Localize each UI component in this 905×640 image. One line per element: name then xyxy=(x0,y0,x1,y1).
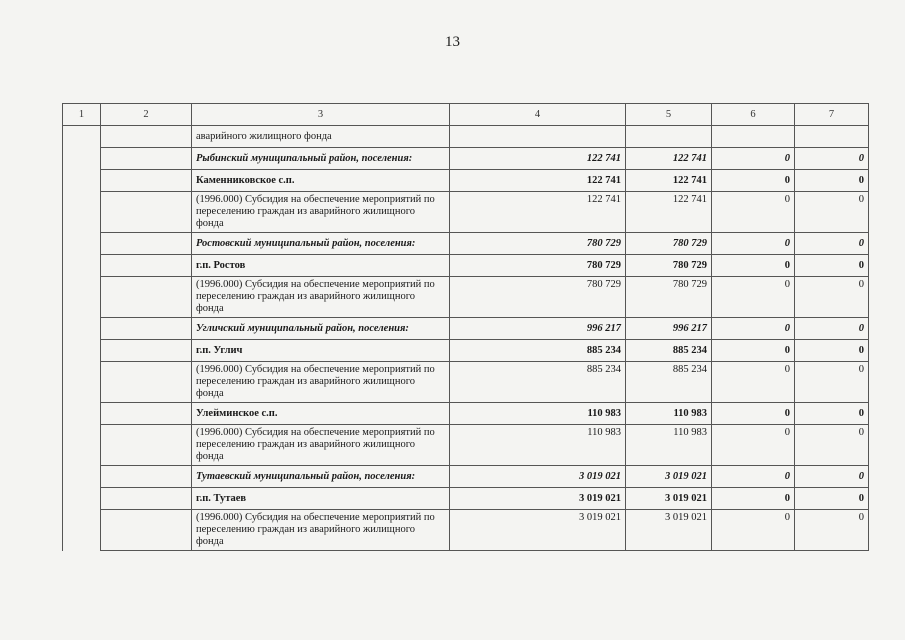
row-name: Ростовский муниципальный район, поселения: xyxy=(192,233,450,255)
table-row xyxy=(63,277,869,318)
row-cell-4: 3 019 021 xyxy=(450,466,626,488)
table-row xyxy=(63,403,869,425)
row-cell-6: 0 xyxy=(712,148,795,170)
row-cell-2 xyxy=(101,340,192,362)
header-cell-7: 7 xyxy=(795,104,869,126)
table-row xyxy=(63,340,869,362)
table-row xyxy=(63,488,869,510)
row-cell-2 xyxy=(101,318,192,340)
table-row xyxy=(63,466,869,488)
row-cell-6: 0 xyxy=(712,466,795,488)
row-cell-4: 780 729 xyxy=(450,233,626,255)
row-cell-7: 0 xyxy=(795,255,869,277)
row-cell-4: 3 019 021 xyxy=(450,488,626,510)
row-cell-4: 122 741 xyxy=(450,148,626,170)
row-name: Рыбинский муниципальный район, поселения: xyxy=(192,148,450,170)
row-cell-1 xyxy=(63,425,101,466)
row-cell-2 xyxy=(101,233,192,255)
row-cell-7: 0 xyxy=(795,233,869,255)
row-cell-4: 122 741 xyxy=(450,170,626,192)
row-cell-6: 0 xyxy=(712,277,795,318)
row-cell-6: 0 xyxy=(712,425,795,466)
table-row xyxy=(63,318,869,340)
row-cell-4: 110 983 xyxy=(450,403,626,425)
table-row xyxy=(63,425,869,466)
table-row xyxy=(63,233,869,255)
row-cell-6: 0 xyxy=(712,170,795,192)
page-number: 13 xyxy=(445,34,460,50)
row-cell-1 xyxy=(63,233,101,255)
row-cell-2 xyxy=(101,403,192,425)
budget-table xyxy=(62,103,869,551)
row-cell-6: 0 xyxy=(712,233,795,255)
row-cell-6: 0 xyxy=(712,192,795,233)
row-cell-5: 122 741 xyxy=(626,192,712,233)
row-cell-6: 0 xyxy=(712,255,795,277)
row-cell-5: 110 983 xyxy=(626,425,712,466)
row-name: г.п. Ростов xyxy=(192,255,450,277)
row-name: Улейминское с.п. xyxy=(192,403,450,425)
row-cell-1 xyxy=(63,510,101,551)
header-cell-2: 2 xyxy=(101,104,192,126)
row-cell-1 xyxy=(63,255,101,277)
row-cell-6: 0 xyxy=(712,488,795,510)
row-cell-4: 780 729 xyxy=(450,277,626,318)
header-row xyxy=(63,104,869,126)
row-name: (1996.000) Субсидия на обеспечение мероприятий по переселению граждан из аварийного жилищного фонда xyxy=(192,362,450,403)
table-body xyxy=(63,104,869,551)
row-cell-7: 0 xyxy=(795,192,869,233)
row-cell-7: 0 xyxy=(795,148,869,170)
row-cell-2 xyxy=(101,126,192,148)
row-cell-4: 110 983 xyxy=(450,425,626,466)
row-cell-7: 0 xyxy=(795,425,869,466)
row-cell-5 xyxy=(626,126,712,148)
row-cell-7: 0 xyxy=(795,466,869,488)
table-row xyxy=(63,148,869,170)
row-cell-4: 3 019 021 xyxy=(450,510,626,551)
table-row xyxy=(63,192,869,233)
row-cell-5: 885 234 xyxy=(626,362,712,403)
row-cell-2 xyxy=(101,277,192,318)
row-cell-2 xyxy=(101,510,192,551)
row-cell-1 xyxy=(63,362,101,403)
row-name: г.п. Углич xyxy=(192,340,450,362)
row-cell-7: 0 xyxy=(795,403,869,425)
row-cell-4: 885 234 xyxy=(450,340,626,362)
row-cell-2 xyxy=(101,170,192,192)
row-cell-5: 122 741 xyxy=(626,148,712,170)
row-name: аварийного жилищного фонда xyxy=(192,126,450,148)
row-name: Тутаевский муниципальный район, поселения: xyxy=(192,466,450,488)
row-cell-4: 996 217 xyxy=(450,318,626,340)
row-name: Угличский муниципальный район, поселения: xyxy=(192,318,450,340)
table-row xyxy=(63,510,869,551)
row-cell-2 xyxy=(101,255,192,277)
row-cell-2 xyxy=(101,425,192,466)
row-name: (1996.000) Субсидия на обеспечение мероприятий по переселению граждан из аварийного жилищного фонда xyxy=(192,510,450,551)
row-cell-1 xyxy=(63,170,101,192)
row-cell-4: 885 234 xyxy=(450,362,626,403)
header-cell-5: 5 xyxy=(626,104,712,126)
row-cell-5: 3 019 021 xyxy=(626,488,712,510)
row-name: г.п. Тутаев xyxy=(192,488,450,510)
row-cell-6: 0 xyxy=(712,403,795,425)
row-cell-5: 780 729 xyxy=(626,233,712,255)
row-cell-5: 780 729 xyxy=(626,255,712,277)
row-cell-7: 0 xyxy=(795,340,869,362)
row-cell-1 xyxy=(63,403,101,425)
row-cell-4 xyxy=(450,126,626,148)
row-name: (1996.000) Субсидия на обеспечение мероприятий по переселению граждан из аварийного жилищного фонда xyxy=(192,277,450,318)
row-name: (1996.000) Субсидия на обеспечение мероприятий по переселению граждан из аварийного жилищного фонда xyxy=(192,192,450,233)
row-cell-1 xyxy=(63,488,101,510)
row-cell-6: 0 xyxy=(712,362,795,403)
table-row xyxy=(63,255,869,277)
row-cell-5: 122 741 xyxy=(626,170,712,192)
row-cell-2 xyxy=(101,466,192,488)
row-cell-1 xyxy=(63,277,101,318)
header-cell-1: 1 xyxy=(63,104,101,126)
table-row xyxy=(63,362,869,403)
row-cell-1 xyxy=(63,466,101,488)
table-row xyxy=(63,126,869,148)
row-name: Каменниковское с.п. xyxy=(192,170,450,192)
row-cell-2 xyxy=(101,148,192,170)
header-cell-6: 6 xyxy=(712,104,795,126)
row-cell-6: 0 xyxy=(712,318,795,340)
row-cell-2 xyxy=(101,362,192,403)
row-cell-5: 996 217 xyxy=(626,318,712,340)
row-cell-7: 0 xyxy=(795,488,869,510)
row-cell-5: 885 234 xyxy=(626,340,712,362)
row-cell-5: 3 019 021 xyxy=(626,466,712,488)
table-row xyxy=(63,170,869,192)
row-cell-7: 0 xyxy=(795,510,869,551)
header-cell-4: 4 xyxy=(450,104,626,126)
row-cell-2 xyxy=(101,192,192,233)
row-cell-1 xyxy=(63,192,101,233)
row-cell-1 xyxy=(63,340,101,362)
row-name: (1996.000) Субсидия на обеспечение мероприятий по переселению граждан из аварийного жилищного фонда xyxy=(192,425,450,466)
row-cell-7: 0 xyxy=(795,170,869,192)
row-cell-5: 3 019 021 xyxy=(626,510,712,551)
row-cell-1 xyxy=(63,318,101,340)
row-cell-1 xyxy=(63,148,101,170)
row-cell-5: 110 983 xyxy=(626,403,712,425)
header-cell-3: 3 xyxy=(192,104,450,126)
row-cell-2 xyxy=(101,488,192,510)
row-cell-4: 122 741 xyxy=(450,192,626,233)
row-cell-7: 0 xyxy=(795,362,869,403)
row-cell-6 xyxy=(712,126,795,148)
row-cell-7 xyxy=(795,126,869,148)
row-cell-7: 0 xyxy=(795,277,869,318)
row-cell-1 xyxy=(63,126,101,148)
row-cell-4: 780 729 xyxy=(450,255,626,277)
row-cell-7: 0 xyxy=(795,318,869,340)
row-cell-5: 780 729 xyxy=(626,277,712,318)
row-cell-6: 0 xyxy=(712,510,795,551)
row-cell-6: 0 xyxy=(712,340,795,362)
